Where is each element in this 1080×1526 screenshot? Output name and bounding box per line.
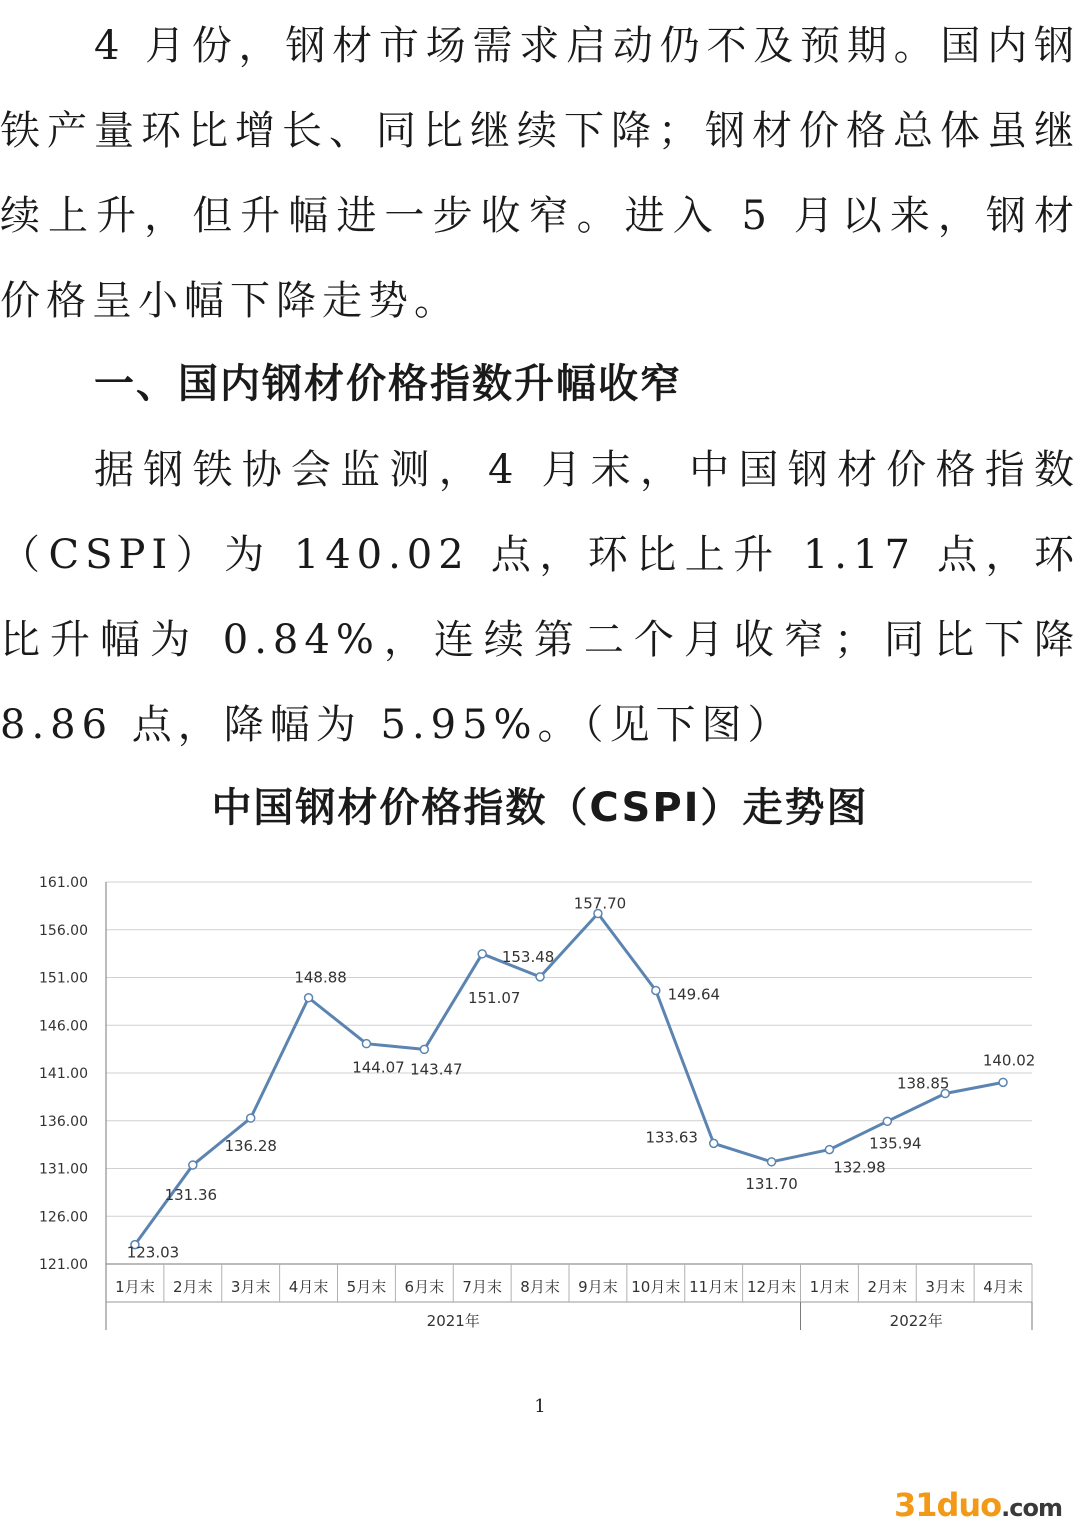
chart-series bbox=[131, 910, 1007, 1249]
data-label: 149.64 bbox=[667, 985, 721, 1004]
x-group-label: 2022年 bbox=[889, 1312, 943, 1330]
watermark-domain: .com bbox=[1001, 1494, 1062, 1522]
data-label: 153.48 bbox=[501, 947, 555, 966]
data-label: 131.70 bbox=[745, 1174, 798, 1193]
x-tick-label: 12月末 bbox=[747, 1278, 797, 1296]
data-label: 132.98 bbox=[833, 1158, 886, 1177]
chart-labels bbox=[127, 895, 1036, 1262]
y-tick-label: 121.00 bbox=[39, 1257, 88, 1273]
data-label: 136.28 bbox=[224, 1137, 277, 1156]
y-tick-label: 151.00 bbox=[39, 970, 88, 987]
data-point bbox=[768, 1158, 776, 1166]
intro-paragraph: 4 月份，钢材市场需求启动仍不及预期。国内钢铁产量环比增长、同比继续下降；钢材价格总体虽继续上升，但升幅进一步收窄。进入 5 月以来，钢材价格呈小幅下降走势。 bbox=[0, 23, 1080, 324]
cspi-paragraph: 据钢铁协会监测，4 月末，中国钢材价格指数（CSPI）为 140.02 点，环比上升 1.17 点，环比升幅为 0.84%，连续第二个月收窄；同比下降 8.86 点，降幅为 5.95%。（见下图） bbox=[0, 447, 1080, 748]
data-point bbox=[883, 1117, 891, 1125]
data-label: 138.85 bbox=[896, 1074, 950, 1093]
x-tick-label: 1月末 bbox=[809, 1278, 850, 1296]
data-point bbox=[536, 973, 544, 981]
x-tick-label: 11月末 bbox=[689, 1278, 739, 1296]
y-tick-label: 146.00 bbox=[39, 1018, 88, 1035]
x-tick-label: 6月末 bbox=[404, 1278, 445, 1296]
x-tick-label: 3月末 bbox=[925, 1278, 965, 1296]
site-watermark bbox=[894, 1486, 1062, 1524]
x-tick-label: 8月末 bbox=[520, 1278, 560, 1296]
data-label: 131.36 bbox=[164, 1186, 218, 1205]
data-label: 133.63 bbox=[645, 1128, 698, 1147]
data-label: 140.02 bbox=[982, 1051, 1036, 1070]
data-label: 148.88 bbox=[294, 968, 347, 987]
chart-title: 中国钢材价格指数（CSPI）走势图 bbox=[211, 785, 869, 831]
data-point bbox=[825, 1146, 833, 1154]
x-tick-label: 9月末 bbox=[578, 1278, 618, 1296]
data-label: 157.70 bbox=[573, 894, 627, 913]
x-tick-label: 1月末 bbox=[115, 1278, 155, 1296]
section-heading: 一、国内钢材价格指数升幅收窄 bbox=[94, 361, 682, 407]
page-number: 1 bbox=[534, 1396, 546, 1417]
y-tick-label: 141.00 bbox=[39, 1066, 88, 1082]
x-tick-label: 2月末 bbox=[173, 1278, 213, 1296]
data-label: 135.94 bbox=[869, 1134, 922, 1153]
data-point bbox=[420, 1045, 428, 1053]
data-point bbox=[189, 1161, 197, 1169]
data-label: 123.03 bbox=[126, 1243, 180, 1262]
series-line bbox=[135, 914, 1003, 1245]
data-point bbox=[362, 1040, 370, 1048]
y-tick-label: 136.00 bbox=[39, 1113, 88, 1130]
x-tick-label: 2月末 bbox=[867, 1278, 908, 1296]
data-point bbox=[478, 950, 486, 958]
y-tick-label: 156.00 bbox=[39, 922, 88, 939]
x-tick-label: 10月末 bbox=[631, 1278, 681, 1296]
data-point bbox=[710, 1139, 718, 1147]
y-tick-label: 131.00 bbox=[39, 1161, 88, 1178]
x-group-label: 2021年 bbox=[426, 1312, 480, 1330]
y-tick-label: 161.00 bbox=[39, 875, 88, 891]
data-point bbox=[999, 1078, 1007, 1086]
data-label: 151.07 bbox=[467, 988, 521, 1007]
x-tick-label: 5月末 bbox=[346, 1278, 387, 1296]
data-label: 144.07 bbox=[352, 1058, 405, 1077]
chart-axes bbox=[39, 875, 1032, 1330]
cspi-line-chart bbox=[0, 860, 1080, 1340]
y-tick-label: 126.00 bbox=[39, 1209, 88, 1226]
data-point bbox=[305, 994, 313, 1002]
data-label: 143.47 bbox=[410, 1060, 463, 1079]
x-tick-label: 4月末 bbox=[288, 1278, 329, 1296]
watermark-brand: 31duo bbox=[893, 1486, 1002, 1524]
x-tick-label: 3月末 bbox=[230, 1278, 271, 1296]
data-point bbox=[652, 986, 660, 994]
chart-gridlines bbox=[106, 882, 1032, 1216]
data-point bbox=[247, 1114, 255, 1122]
x-tick-label: 7月末 bbox=[462, 1278, 502, 1296]
x-tick-label: 4月末 bbox=[983, 1278, 1023, 1296]
